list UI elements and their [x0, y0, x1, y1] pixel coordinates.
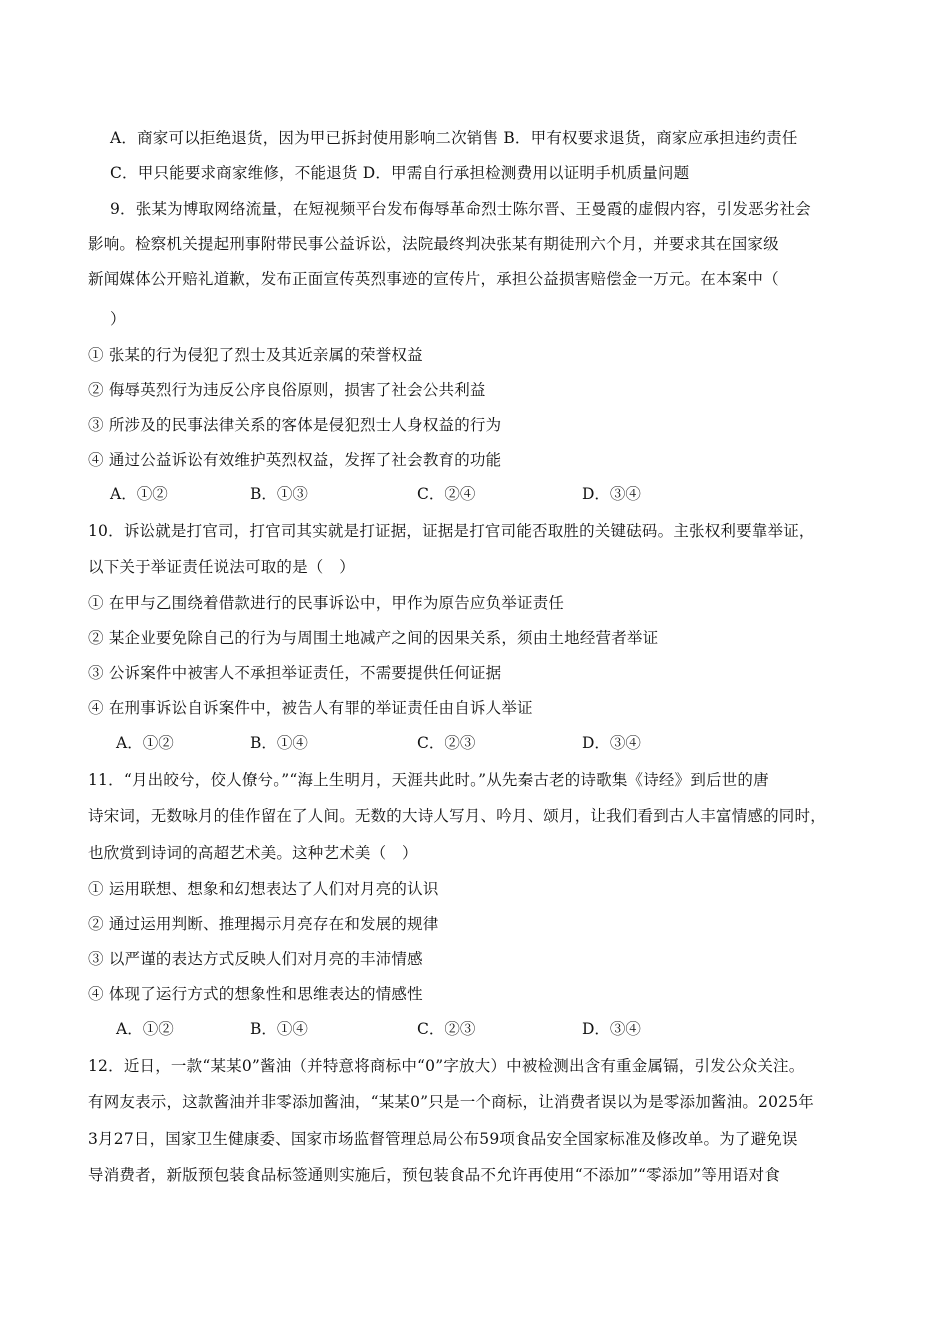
q9-stem-line-2: 影响。检察机关提起刑事附带民事公益诉讼，法院最终判决张某有期徒刑六个月，并要求其在国家级 [88, 235, 779, 253]
q10-option-a: A．①② [116, 734, 174, 752]
q9-stem-line-4: ） [110, 310, 126, 328]
q10-statement-4: ④ 在刑事诉讼自诉案件中，被告人有罪的举证责任由自诉人举证 [88, 699, 533, 717]
q9-option-c: C．②④ [417, 485, 476, 503]
q11-stem-line-2: 诗宋词，无数咏月的佳作留在了人间。无数的大诗人写月、吟月、颂月，让我们看到古人丰富情感的同时， [88, 807, 826, 825]
q8-options-line-1: A．商家可以拒绝退货，因为甲已拆封使用影响二次销售 B．甲有权要求退货，商家应承担违约责任 [110, 129, 798, 147]
q10-statement-1: ① 在甲与乙围绕着借款进行的民事诉讼中，甲作为原告应负举证责任 [88, 594, 565, 612]
q11-stem-line-1: 11．“月出皎兮，佼人僚兮。”“海上生明月，天涯共此时。”从先秦古老的诗歌集《诗经》到后世的唐 [88, 771, 769, 789]
q9-option-d: D．③④ [582, 485, 641, 503]
q12-stem-line-1: 12．近日，一款“某某0”酱油（并特意将商标中“0”字放大）中被检测出含有重金属镉，引发公众关注。 [88, 1057, 805, 1075]
q10-statement-3: ③ 公诉案件中被害人不承担举证责任，不需要提供任何证据 [88, 664, 502, 682]
q11-stem-line-3: 也欣赏到诗词的高超艺术美。这种艺术美（ ） [88, 844, 418, 862]
q9-statement-1: ① 张某的行为侵犯了烈士及其近亲属的荣誉权益 [88, 346, 423, 364]
q10-option-c: C．②③ [417, 734, 476, 752]
q11-option-b: B．①④ [250, 1020, 308, 1038]
q11-statement-1: ① 运用联想、想象和幻想表达了人们对月亮的认识 [88, 880, 439, 898]
q9-statement-3: ③ 所涉及的民事法律关系的客体是侵犯烈士人身权益的行为 [88, 416, 502, 434]
q9-option-a: A．①② [110, 485, 168, 503]
q12-stem-line-3: 3月27日，国家卫生健康委、国家市场监督管理总局公布59项食品安全国家标准及修改单。为了避免误 [88, 1130, 798, 1148]
q9-stem-line-3: 新闻媒体公开赔礼道歉，发布正面宣传英烈事迹的宣传片，承担公益损害赔偿金一万元。在本案中（ [88, 270, 779, 288]
q11-option-c: C．②③ [417, 1020, 476, 1038]
q11-option-a: A．①② [116, 1020, 174, 1038]
q8-options-line-2: C．甲只能要求商家维修，不能退货 D．甲需自行承担检测费用以证明手机质量问题 [110, 164, 690, 182]
q9-statement-2: ② 侮辱英烈行为违反公序良俗原则，损害了社会公共利益 [88, 381, 486, 399]
q9-statement-4: ④ 通过公益诉讼有效维护英烈权益，发挥了社会教育的功能 [88, 451, 502, 469]
q10-statement-2: ② 某企业要免除自己的行为与周围土地减产之间的因果关系，须由土地经营者举证 [88, 629, 659, 647]
q10-option-b: B．①④ [250, 734, 308, 752]
q11-statement-2: ② 通过运用判断、推理揭示月亮存在和发展的规律 [88, 915, 439, 933]
q10-stem-line-2: 以下关于举证责任说法可取的是（ ） [88, 558, 355, 576]
q11-statement-4: ④ 体现了运行方式的想象性和思维表达的情感性 [88, 985, 423, 1003]
q10-option-d: D．③④ [582, 734, 641, 752]
q11-statement-3: ③ 以严谨的表达方式反映人们对月亮的丰沛情感 [88, 950, 423, 968]
q9-option-b: B．①③ [250, 485, 308, 503]
q10-stem-line-1: 10．诉讼就是打官司，打官司其实就是打证据，证据是打官司能否取胜的关键砝码。主张权利要靠举证， [88, 522, 815, 540]
q12-stem-line-4: 导消费者，新版预包装食品标签通则实施后，预包装食品不允许再使用“不添加”“零添加”等用语对食 [88, 1166, 780, 1184]
q12-stem-line-2: 有网友表示，这款酱油并非零添加酱油，“某某0”只是一个商标，让消费者误以为是零添加酱油。2025年 [88, 1093, 814, 1111]
q9-stem-line-1: 9．张某为博取网络流量，在短视频平台发布侮辱革命烈士陈尔晋、王曼霞的虚假内容，引发恶劣社会 [110, 200, 811, 218]
q11-option-d: D．③④ [582, 1020, 641, 1038]
